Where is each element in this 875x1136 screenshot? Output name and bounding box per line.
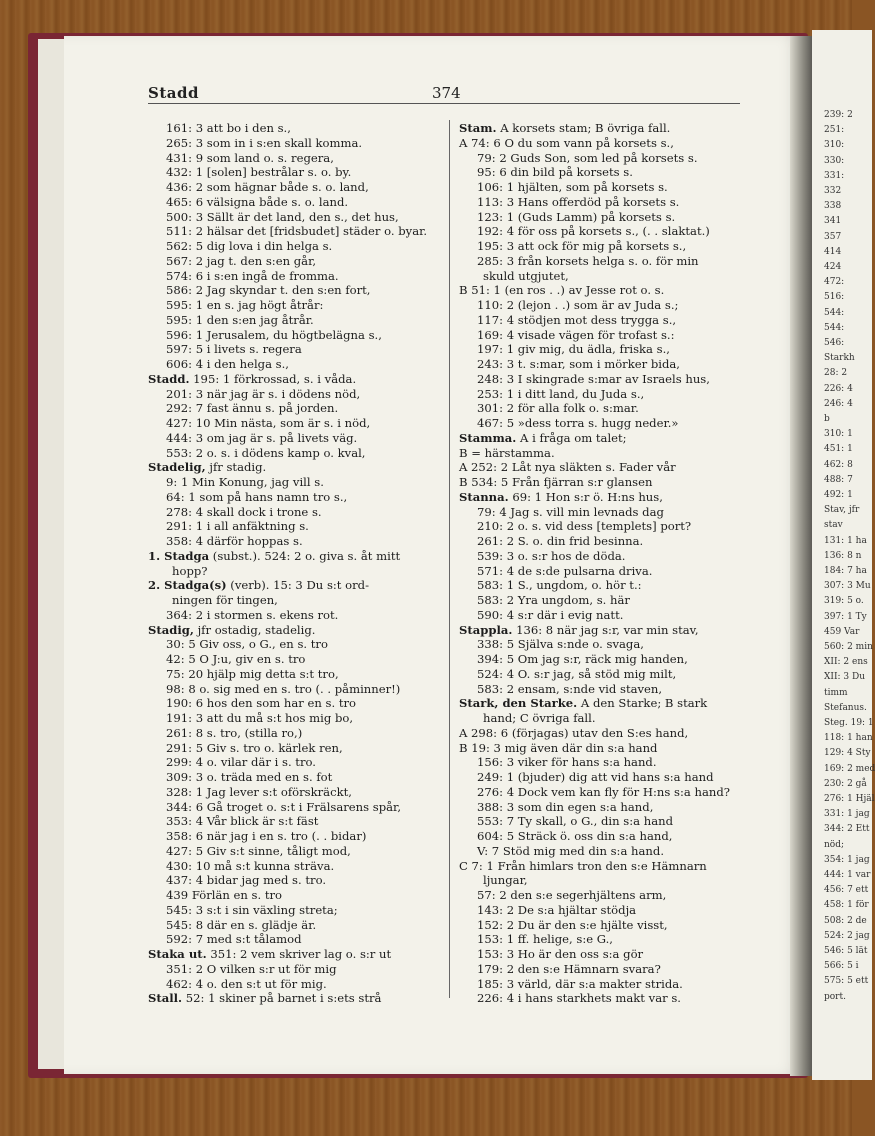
entry-line: 500: 3 Sällt är det land, den s., det hus, (166, 209, 399, 224)
entry-line: 562: 5 dig lova i din helga s. (166, 239, 333, 253)
right-page-fragment: 575: 5 ett (824, 976, 869, 987)
entry-line: 123: 1 (Guds Lamm) på korsets s. (477, 209, 676, 224)
right-page-fragment: 129: 4 Sty (824, 748, 871, 759)
right-page-fragment: 28: 2 (824, 368, 848, 379)
right-page-fragment: 319: 5 o. (824, 596, 864, 607)
right-page-fragment: timm (824, 687, 848, 698)
entry-line: hopp? (172, 563, 208, 578)
entry-line: 358: 6 när jag i en s. tro (. . bidar) (166, 829, 367, 843)
entry-line: 353: 4 Vår blick är s:t fäst (166, 814, 319, 829)
entry-line: Stadig, jfr ostadig, stadelig. (148, 622, 316, 637)
right-page-fragment: Starkh (824, 353, 855, 364)
entry-line: 539: 3 o. s:r hos de döda. (477, 548, 626, 563)
entry-line: 606: 4 i den helga s., (166, 357, 289, 371)
right-page-fragment: stav (824, 520, 843, 531)
entry-line: 583: 2 Yra ungdom, s. här (477, 593, 630, 607)
entry-line: 113: 3 Hans offerdöd på korsets s. (477, 194, 680, 209)
right-page-fragment: 544: (824, 322, 845, 333)
entry-line: 597: 5 i livets s. regera (166, 342, 302, 357)
right-page-fragment: 169: 2 med (824, 763, 875, 774)
entry-line: 201: 3 när jag är s. i dödens nöd, (166, 386, 361, 401)
entry-line: 192: 4 för oss på korsets s., (. . slaktat.) (477, 224, 710, 239)
entry-line: B 51: 1 (en ros . .) av Jesse rot o. s. (459, 283, 665, 298)
left-column (148, 121, 440, 1006)
entry-line: 276: 4 Dock vem kan fly för H:ns s:a hand? (477, 784, 730, 799)
right-page-fragment: 331: (824, 170, 845, 181)
entry-line: 2. Stadga(s) (verb). 15: 3 Du s:t ord- (148, 578, 370, 593)
right-page-fragment: 357 (824, 231, 842, 242)
entry-line: 9: 1 Min Konung, jag vill s. (166, 475, 324, 489)
right-page-fragment: 332 (824, 186, 842, 196)
column-divider (449, 120, 450, 998)
entry-line: 436: 2 som hägnar både s. o. land, (166, 180, 369, 194)
right-page-fragment: port. (824, 991, 846, 1002)
entry-line: 467: 5 »dess torra s. hugg neder.» (477, 416, 679, 430)
entry-line: 439 Förlän en s. tro (166, 888, 283, 902)
entry-line: ningen för tingen, (172, 593, 278, 607)
entry-line: 465: 6 välsigna både s. o. land. (166, 194, 349, 209)
entry-line: 169: 4 visade vägen för trofast s.: (477, 327, 675, 342)
right-page-fragment: 330: (824, 155, 845, 166)
right-page-fragment: 118: 1 han (824, 733, 873, 744)
entry-line: 152: 2 Du är den s:e hjälte visst, (477, 917, 668, 932)
right-page-fragment: 239: 2 (824, 110, 853, 120)
entry-line: 545: 3 s:t i sin växling streta; (166, 902, 338, 917)
right-page-fragment: Stefanus. (824, 702, 867, 713)
entry-line: 79: 2 Guds Son, som led på korsets s. (477, 150, 698, 165)
entry-line: 161: 3 att bo i den s., (166, 121, 291, 135)
entry-line: 590: 4 s:r där i evig natt. (477, 607, 624, 622)
entry-line: 394: 5 Om jag s:r, räck mig handen, (477, 652, 688, 666)
entry-line: 42: 5 O J:u, giv en s. tro (166, 652, 306, 666)
entry-line: Stam. A korsets stam; B övriga fall. (459, 121, 671, 135)
entry-line: 524: 4 O. s:r jag, så stöd mig milt, (477, 666, 677, 681)
right-page-fragment: 508: 2 de (824, 915, 867, 926)
entry-line: 388: 3 som din egen s:a hand, (477, 799, 654, 814)
entry-line: 249: 1 (bjuder) dig att vid hans s:a hand (477, 770, 714, 784)
entry-line: 191: 3 att du må s:t hos mig bo, (166, 711, 354, 725)
entry-line: 592: 7 med s:t tålamod (166, 932, 302, 947)
entry-line: ljungar, (483, 873, 528, 888)
entry-line: 106: 1 hjälten, som på korsets s. (477, 180, 668, 194)
right-page-fragment: 459 Var (824, 626, 860, 637)
book-gutter (790, 36, 812, 1076)
entry-line: 248: 3 I skingrade s:mar av Israels hus, (477, 371, 710, 386)
entry-line: Stall. 52: 1 skiner på barnet i s:ets strå (148, 991, 382, 1006)
right-page-fragment: 456: 7 ett (824, 885, 869, 896)
entry-line: 553: 2 o. s. i dödens kamp o. kval, (166, 445, 366, 460)
right-page-fragment: 184: 7 ha (824, 566, 867, 576)
entry-line: 431: 9 som land o. s. regera, (166, 150, 334, 165)
entry-line: hand; C övriga fall. (483, 711, 596, 725)
entry-line: 57: 2 den s:e segerhjältens arm, (477, 888, 667, 902)
entry-line: 328: 1 Jag lever s:t oförskräckt, (166, 784, 352, 799)
entry-line: B = härstamma. (459, 445, 555, 460)
right-page-fragment: b (824, 414, 830, 424)
right-page-fragment: 230: 2 gå (824, 778, 867, 789)
right-page-fragment: 338 (824, 201, 842, 212)
entry-line: Stadelig, jfr stadig. (148, 460, 267, 475)
entry-line: 253: 1 i ditt land, du Juda s., (477, 386, 645, 401)
entry-line: 583: 1 S., ungdom, o. hör t.: (477, 578, 642, 593)
entry-line: 117: 4 stödjen mot dess trygga s., (477, 312, 677, 327)
entry-line: 1. Stadga (subst.). 524: 2 o. giva s. åt mitt (148, 548, 401, 563)
right-page-fragment: nöd; (824, 839, 845, 850)
entry-line: 261: 8 s. tro, (stilla ro,) (166, 725, 303, 740)
entry-line: 583: 2 ensam, s:nde vid staven, (477, 681, 663, 696)
page-number: 374 (432, 84, 461, 102)
entry-line: A 298: 6 (förjagas) utav den S:es hand, (459, 725, 689, 740)
entry-line: 432: 1 [solen] bestrålar s. o. by. (166, 165, 352, 180)
right-page-fragment: XII: 2 ens (824, 657, 868, 668)
entry-line: 571: 4 de s:de pulsarna driva. (477, 563, 653, 578)
entry-line: 358: 4 därför hoppas s. (166, 534, 303, 548)
right-page-fragment: 546: 5 lät (824, 946, 868, 956)
right-column (459, 121, 745, 1006)
right-page-fragment: 424 (824, 262, 842, 272)
right-page-fragment: 444: 1 var (824, 870, 871, 880)
entry-line: 285: 3 från korsets helga s. o. för min (477, 253, 699, 268)
entry-line: 351: 2 O vilken s:r ut för mig (166, 961, 337, 976)
entry-line: 30: 5 Giv oss, o G., en s. tro (166, 637, 328, 652)
entry-line: 574: 6 i s:en ingå de fromma. (166, 268, 339, 283)
entry-line: 299: 4 o. vilar där i s. tro. (166, 755, 316, 770)
running-head: Stadd (148, 84, 199, 102)
entry-line: Stadd. 195: 1 förkrossad, s. i våda. (148, 371, 357, 386)
right-page-fragment: 544: (824, 307, 845, 318)
entry-line: 64: 1 som på hans namn tro s., (166, 489, 348, 504)
right-page-fragment: 344: 2 Ett (824, 824, 870, 835)
entry-line: skuld utgjutet, (483, 268, 569, 283)
entry-line: V: 7 Stöd mig med din s:a hand. (477, 843, 665, 858)
right-page-fragment: 462: 8 (824, 459, 853, 470)
right-page-fragment: 546: (824, 338, 845, 348)
entry-line: 195: 3 att ock för mig på korsets s., (477, 239, 687, 253)
right-page-fragment: 560: 2 min (824, 642, 873, 652)
entry-line: 595: 1 en s. jag högt åtrår: (166, 298, 324, 312)
entry-line: 596: 1 Jerusalem, du högtbelägna s., (166, 327, 382, 342)
right-page-fragment: 310: (824, 140, 845, 151)
right-page-fragment: 397: 1 Ty (824, 611, 867, 622)
right-page-fragment: Stav, jfr (824, 505, 860, 516)
entry-line: 197: 1 giv mig, du ädla, friska s., (477, 342, 670, 357)
entry-line: 110: 2 (lejon . .) som är av Juda s.; (477, 298, 679, 312)
right-page-fragment: 451: 1 (824, 444, 853, 455)
entry-line: 545: 8 där en s. glädje är. (166, 917, 317, 932)
entry-line: 344: 6 Gå troget o. s:t i Frälsarens spår, (166, 799, 401, 814)
right-page-fragment: 341 (824, 216, 842, 227)
right-page-fragment: 458: 1 för (824, 900, 869, 911)
entry-line: 430: 10 må s:t kunna sträva. (166, 858, 335, 873)
right-page-fragment: XII: 3 Du (824, 672, 866, 683)
entry-line: C 7: 1 Från himlars tron den s:e Hämnarn (459, 858, 707, 873)
entry-line: 553: 7 Ty skall, o G., din s:a hand (477, 814, 673, 829)
right-page-fragment: 492: 1 (824, 490, 853, 500)
entry-line: 265: 3 som in i s:en skall komma. (166, 135, 363, 150)
entry-line: A 252: 2 Låt nya släkten s. Fader vår (459, 460, 676, 475)
entry-line: 261: 2 S. o. din frid besinna. (477, 534, 644, 548)
right-page-fragment: 246: 4 (824, 398, 853, 409)
entry-line: 185: 3 värld, där s:a makter strida. (477, 976, 683, 991)
right-page-fragment: 251: (824, 125, 845, 136)
right-page-fragment: 472: (824, 277, 845, 288)
entry-line: 179: 2 den s:e Hämnarn svara? (477, 961, 661, 976)
right-page-fragment: 566: 5 i (824, 961, 859, 972)
entry-line: 567: 2 jag t. den s:en går, (166, 253, 317, 268)
entry-line: 309: 3 o. träda med en s. fot (166, 770, 333, 784)
book-page-right-partial (812, 30, 875, 1080)
entry-line: 511: 2 hälsar det [fridsbudet] städer o. byar. (166, 224, 428, 239)
right-page-fragment: 331: 1 jag (824, 809, 870, 820)
right-page-fragment: 276: 1 Hjäl (824, 794, 875, 804)
entry-line: Stark, den Starke. A den Starke; B stark (459, 696, 708, 711)
right-page-fragment: 516: (824, 292, 845, 303)
right-page-fragment: 307: 3 Mu (824, 581, 871, 592)
entry-line: 604: 5 Sträck ö. oss din s:a hand, (477, 829, 673, 843)
entry-line: 190: 6 hos den som har en s. tro (166, 696, 357, 711)
right-page-fragment: 136: 8 n (824, 550, 862, 561)
entry-line: 226: 4 i hans starkhets makt var s. (477, 991, 681, 1006)
entry-line: 95: 6 din bild på korsets s. (477, 165, 633, 180)
right-page-fragment: 524: 2 jag (824, 930, 870, 941)
entry-line: 291: 5 Giv s. tro o. kärlek ren, (166, 740, 343, 755)
right-page-fragment: Steg. 19: 1 (824, 718, 874, 728)
entry-line: 427: 5 Giv s:t sinne, tåligt mod, (166, 843, 351, 858)
entry-line: 292: 7 fast ännu s. på jorden. (166, 401, 339, 416)
right-page-fragment: 310: 1 (824, 429, 853, 440)
entry-line: 291: 1 i all anfäktning s. (166, 519, 309, 534)
entry-line: 210: 2 o. s. vid dess [templets] port? (477, 519, 692, 534)
entry-line: A 74: 6 O du som vann på korsets s., (459, 135, 674, 150)
entry-line: 444: 3 om jag är s. på livets väg. (166, 430, 358, 445)
entry-line: 143: 2 De s:a hjältar stödja (477, 902, 637, 917)
entry-line: 301: 2 för alla folk o. s:mar. (477, 401, 639, 416)
right-page-fragment: 488: 7 (824, 474, 853, 485)
entry-line: Stamma. A i fråga om talet; (459, 430, 627, 445)
entry-line: 243: 3 t. s:mar, som i mörker bida, (477, 357, 680, 371)
entry-line: 75: 20 hjälp mig detta s:t tro, (166, 666, 339, 681)
entry-line: 586: 2 Jag skyndar t. den s:en fort, (166, 283, 371, 298)
right-page-fragment: 131: 1 ha (824, 535, 867, 546)
entry-line: 338: 5 Själva s:nde o. svaga, (477, 637, 644, 652)
entry-line: B 19: 3 mig även där din s:a hand (459, 740, 658, 755)
entry-line: 437: 4 bidar jag med s. tro. (166, 873, 327, 888)
right-page-fragment: 226: 4 (824, 383, 853, 394)
entry-line: 156: 3 viker för hans s:a hand. (477, 755, 657, 770)
entry-line: Stanna. 69: 1 Hon s:r ö. H:ns hus, (459, 489, 663, 504)
entry-line: 278: 4 skall dock i trone s. (166, 504, 322, 519)
entry-line: 595: 1 den s:en jag åtrår. (166, 312, 314, 327)
right-page-fragment: 354: 1 jag (824, 854, 870, 865)
entry-line: B 534: 5 Från fjärran s:r glansen (459, 475, 653, 489)
header-rule (148, 103, 740, 104)
entry-line: Stappla. 136: 8 när jag s:r, var min stav, (459, 622, 699, 637)
entry-line: 79: 4 Jag s. vill min levnads dag (477, 504, 664, 519)
entry-line: 427: 10 Min nästa, som är s. i nöd, (166, 416, 371, 430)
entry-line: Staka ut. 351: 2 vem skriver lag o. s:r ut (148, 947, 392, 961)
right-page-fragment: 414 (824, 246, 842, 257)
entry-line: 364: 2 i stormen s. ekens rot. (166, 607, 339, 622)
entry-line: 153: 1 ff. helige, s:e G., (477, 932, 613, 947)
entry-line: 462: 4 o. den s:t ut för mig. (166, 976, 327, 991)
entry-line: 153: 3 Ho är den oss s:a gör (477, 947, 644, 961)
entry-line: 98: 8 o. sig med en s. tro (. . påminner!) (166, 681, 401, 696)
